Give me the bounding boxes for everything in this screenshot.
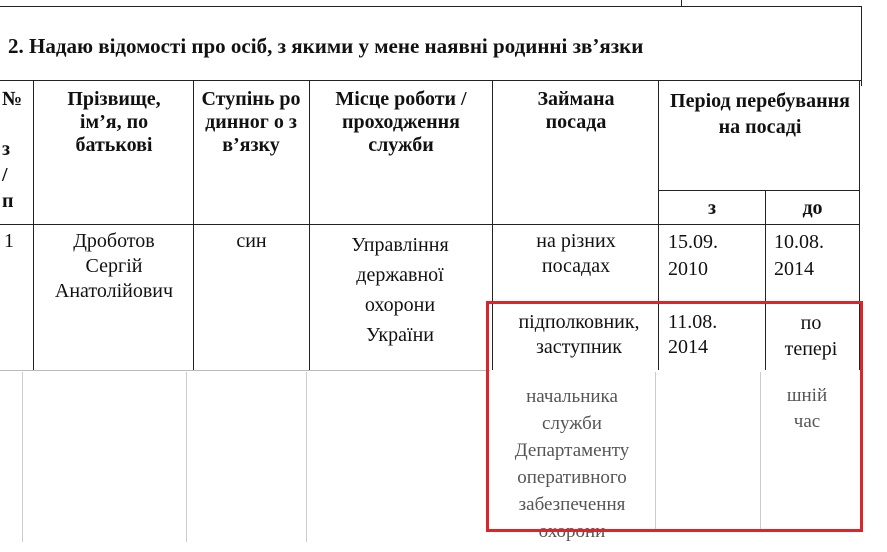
col-header-period: Період перебування на посаді bbox=[670, 90, 850, 138]
top-divider bbox=[681, 0, 682, 7]
row-to-2-top: по тепері bbox=[784, 312, 838, 360]
section-right-border bbox=[861, 6, 862, 86]
col-header-num-2: з bbox=[2, 138, 11, 160]
lower-col-2 bbox=[186, 372, 187, 542]
lower-top-line bbox=[0, 370, 490, 371]
row-from-2: 11.08. 2014 bbox=[668, 311, 718, 358]
row-num: 1 bbox=[4, 230, 14, 252]
lower-col-3 bbox=[306, 372, 307, 542]
col-line-1 bbox=[33, 80, 34, 370]
col-header-relation: Ступінь родинног о зв’язку bbox=[201, 88, 301, 156]
col-line-2 bbox=[193, 80, 194, 370]
top-border bbox=[0, 6, 862, 7]
row-name: Дроботов Сергій Анатолійович bbox=[54, 230, 174, 302]
row-position-2-bottom: начальника служби Департаменту оперативного забезпечення охорони bbox=[514, 386, 630, 542]
col-header-num-3: / bbox=[2, 164, 8, 186]
col-header-num-4: п bbox=[2, 190, 14, 212]
table-top-line bbox=[0, 80, 862, 81]
header-bottom-line bbox=[0, 224, 860, 225]
row-workplace: Управління державної охорони України bbox=[351, 234, 449, 346]
period-sub-line bbox=[658, 190, 860, 191]
col-line-3 bbox=[309, 80, 310, 370]
row-to-1: 10.08. 2014 bbox=[774, 231, 824, 280]
row-position-1: на різних посадах bbox=[536, 230, 616, 277]
col-header-num bbox=[2, 86, 32, 214]
col-header-from: з bbox=[707, 197, 717, 219]
highlight-box bbox=[486, 301, 863, 532]
row-from-1: 15.09. 2010 bbox=[668, 231, 718, 280]
col-header-num-1: № bbox=[2, 88, 23, 110]
col-header-to: до bbox=[802, 197, 823, 219]
lower-col-1 bbox=[22, 372, 23, 542]
row-position-2-top: підполковник, заступник bbox=[518, 311, 640, 358]
row-relation: син bbox=[236, 230, 267, 252]
col-header-workplace: Місце роботи /проходження служби bbox=[335, 88, 467, 156]
col-header-position: Займана посада bbox=[537, 88, 615, 133]
row-to-2-bottom: шній час bbox=[786, 385, 828, 432]
section-title: 2. Надаю відомості про осіб, з якими у мене наявні родинні зв’язки bbox=[8, 34, 644, 58]
col-header-name: Прізвище, ім’я, по батькові bbox=[67, 88, 161, 156]
